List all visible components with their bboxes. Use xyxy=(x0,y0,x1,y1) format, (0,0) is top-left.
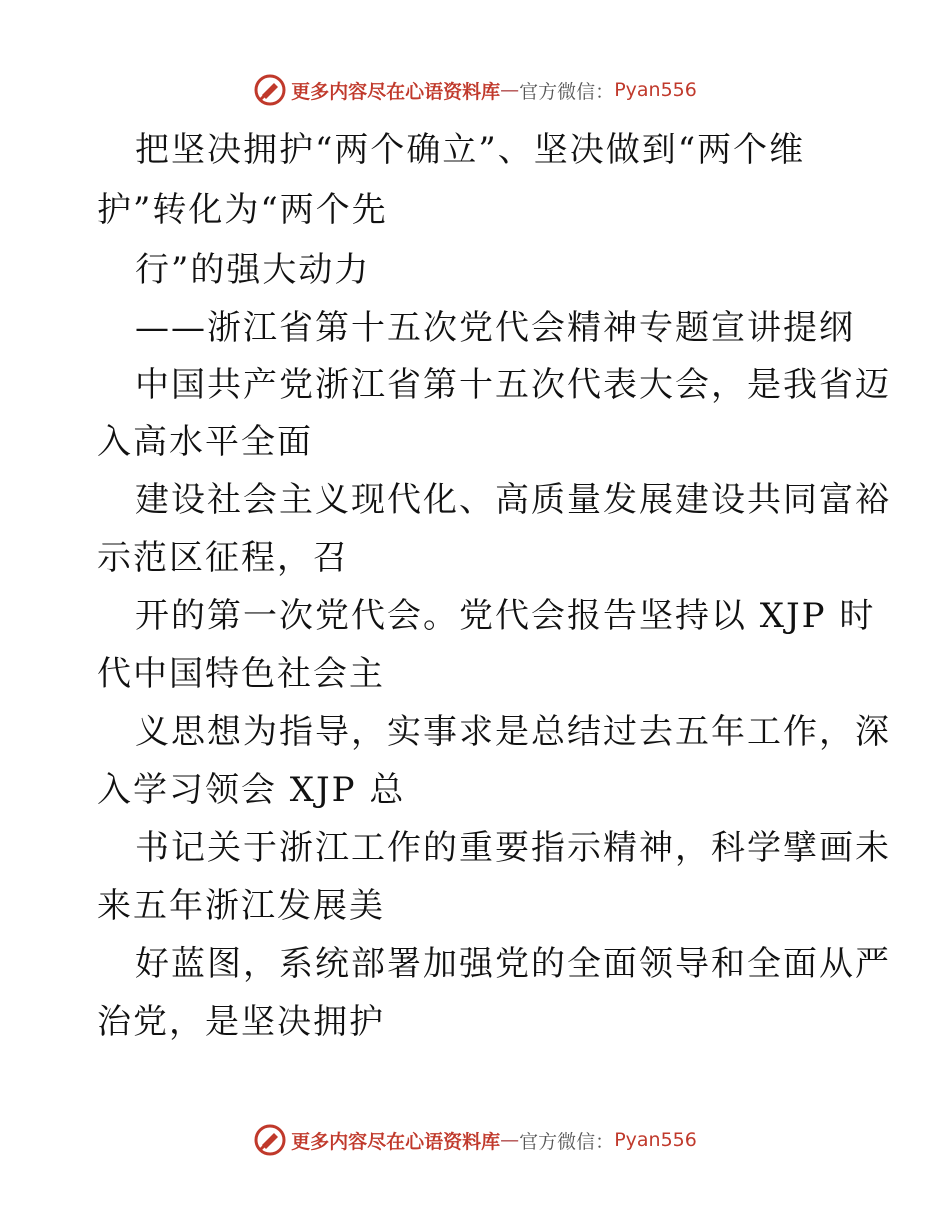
watermark-wechat-id: Pyan556 xyxy=(614,1129,697,1151)
watermark-official-label: 官方微信： xyxy=(519,80,615,103)
document-line: 中国共产党浙江省第十五次代表大会，是我省迈 xyxy=(135,365,891,405)
document-line: 入高水平全面 xyxy=(97,422,313,462)
watermark-separator: — xyxy=(500,1129,520,1151)
document-line: 建设社会主义现代化、高质量发展建设共同富裕 xyxy=(135,480,891,520)
footer-watermark xyxy=(0,1120,950,1160)
document-line: 义思想为指导，实事求是总结过去五年工作，深 xyxy=(135,712,891,752)
document-line: 好蓝图，系统部署加强党的全面领导和全面从严 xyxy=(135,944,891,984)
seal-logo-icon xyxy=(253,1123,287,1157)
document-line: 来五年浙江发展美 xyxy=(97,886,385,926)
watermark-wechat-id: Pyan556 xyxy=(614,79,697,101)
document-line: 护”转化为“两个先 xyxy=(97,190,388,230)
document-line: 书记关于浙江工作的重要指示精神，科学擘画未 xyxy=(135,828,891,868)
header-watermark xyxy=(0,70,950,110)
watermark-separator: — xyxy=(500,79,520,101)
document-line: 入学习领会 XJP 总 xyxy=(97,770,406,810)
seal-logo-icon xyxy=(253,73,287,107)
document-line: ——浙江省第十五次党代会精神专题宣讲提纲 xyxy=(135,308,855,348)
watermark-official-label: 官方微信： xyxy=(519,1130,615,1153)
watermark-main-text: 更多内容尽在心语资料库 xyxy=(291,80,501,103)
document-line: 代中国特色社会主 xyxy=(97,654,385,694)
document-line: 行”的强大动力 xyxy=(135,250,371,290)
document-line: 开的第一次党代会。党代会报告坚持以 XJP 时 xyxy=(135,596,876,636)
watermark-main-text: 更多内容尽在心语资料库 xyxy=(291,1130,501,1153)
document-line: 把坚决拥护“两个确立”、坚决做到“两个维 xyxy=(135,130,806,170)
document-line: 示范区征程，召 xyxy=(97,538,349,578)
document-line: 治党，是坚决拥护 xyxy=(97,1002,385,1042)
